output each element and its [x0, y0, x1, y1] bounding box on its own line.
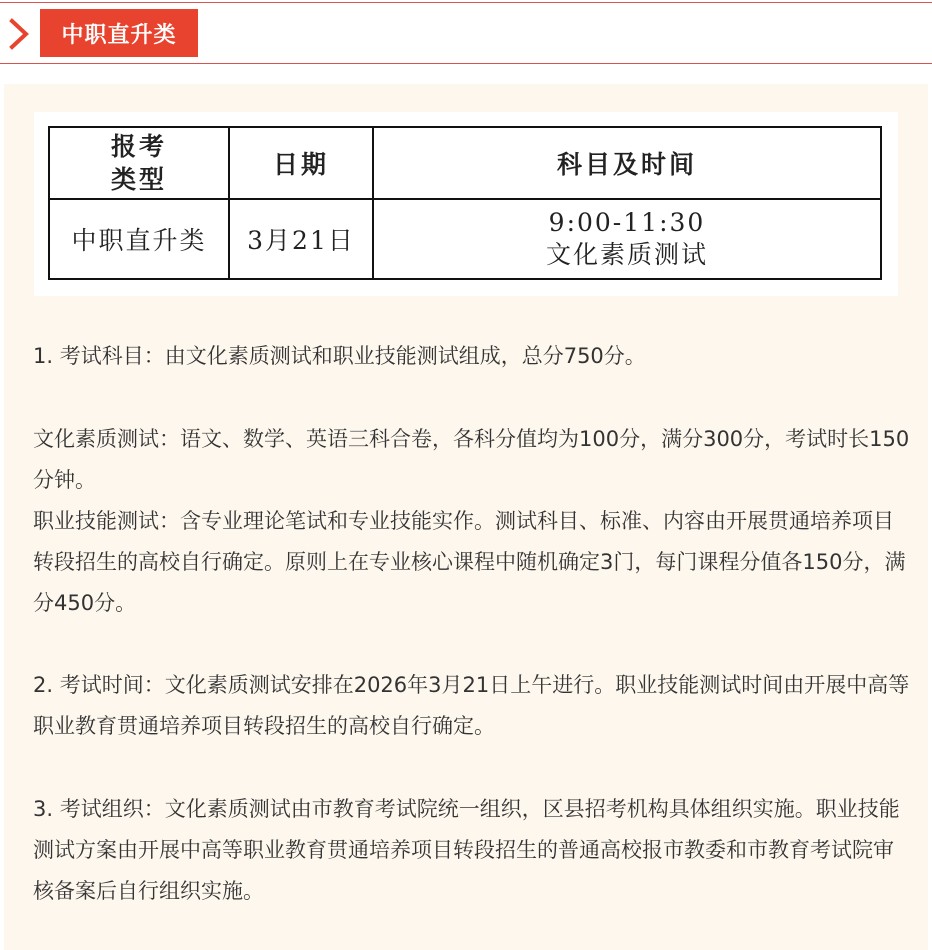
header-type-line2: 类型	[110, 165, 167, 194]
section-header	[0, 0, 932, 66]
table-header-row	[49, 127, 881, 199]
cell-date: 3月21日	[229, 199, 373, 279]
cell-subject: 文化素质测试	[545, 240, 708, 269]
cell-type: 中职直升类	[49, 199, 229, 279]
chevron-right-icon	[6, 18, 34, 50]
header-cell-subject: 科目及时间	[373, 127, 881, 199]
header-top-rule	[0, 2, 932, 3]
cell-time: 9:00-11:30	[548, 208, 706, 237]
header-cell-date: 日期	[229, 127, 373, 199]
paragraph-exam-subjects: 1. 考试科目：由文化素质测试和职业技能测试组成，总分750分。	[33, 344, 646, 368]
header-cell-type	[49, 127, 229, 199]
cell-subject-time	[373, 199, 881, 279]
section-title-badge: 中职直升类	[40, 9, 198, 57]
schedule-table-card	[34, 112, 898, 296]
paragraph-subject-details	[33, 419, 913, 624]
header-type-line1: 报考	[110, 132, 167, 161]
paragraph-culture-test: 文化素质测试：语文、数学、英语三科合卷，各科分值均为100分，满分300分，考试时长150分钟。	[33, 427, 910, 492]
paragraph-skill-test: 职业技能测试：含专业理论笔试和专业技能实作。测试科目、标准、内容由开展贯通培养项目转段招生的高校自行确定。原则上在专业核心课程中随机确定3门，每门课程分值各150分，满分450分。	[33, 509, 906, 615]
paragraph-exam-organization: 3. 考试组织：文化素质测试由市教育考试院统一组织，区县招考机构具体组织实施。职业技能测试方案由开展中高等职业教育贯通培养项目转段招生的普通高校报市教委和市教育考试院审核备案后自行组织实施。	[33, 797, 900, 903]
header-bottom-rule	[0, 63, 932, 64]
content-panel	[4, 84, 928, 950]
schedule-table	[48, 126, 882, 280]
table-row	[49, 199, 881, 279]
paragraph-exam-time: 2. 考试时间：文化素质测试安排在2026年3月21日上午进行。职业技能测试时间由开展中高等职业教育贯通培养项目转段招生的高校自行确定。	[33, 673, 910, 738]
